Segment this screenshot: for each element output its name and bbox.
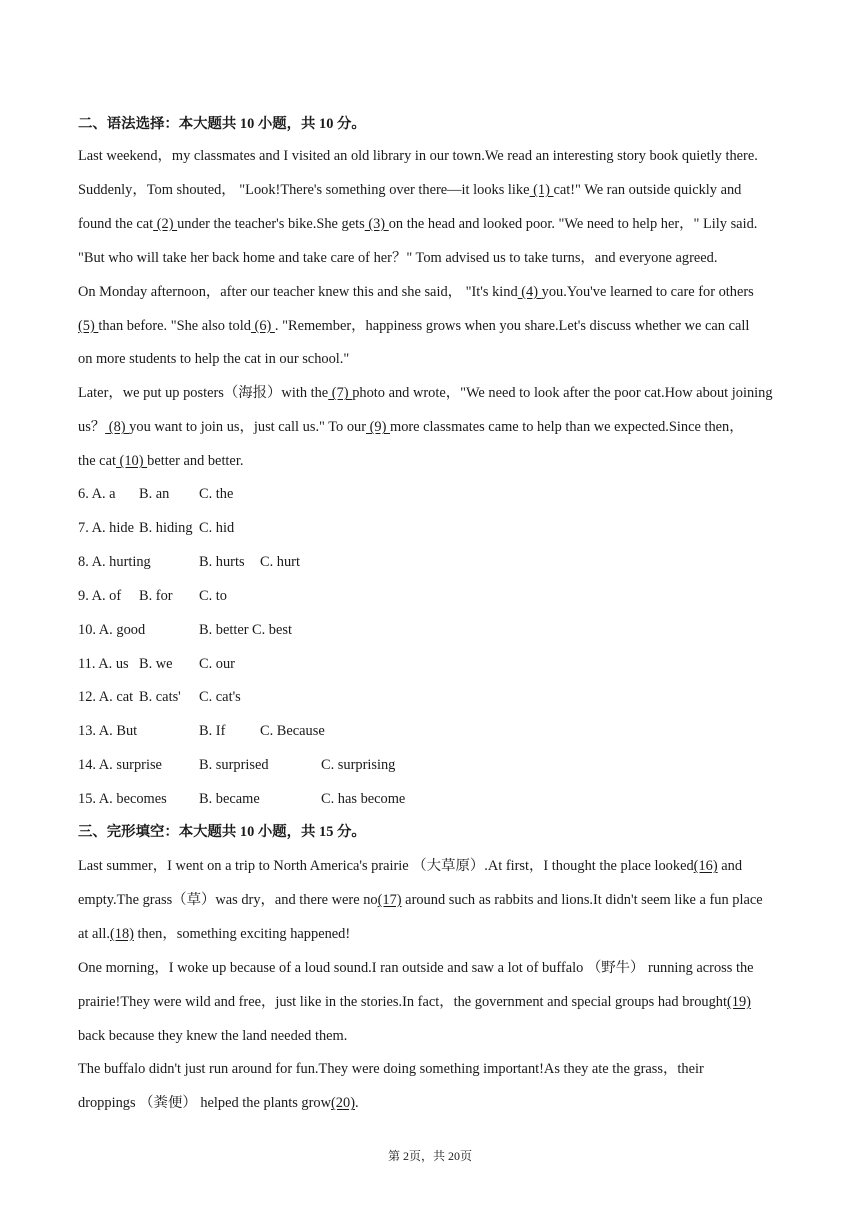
section-3-line bbox=[78, 856, 782, 876]
question-9-option-c: C. to bbox=[199, 587, 227, 604]
question-12-option-a: 12. A. cat bbox=[78, 689, 134, 706]
question-13-option-a: 13. A. But bbox=[78, 723, 138, 740]
section-2-line bbox=[78, 180, 782, 200]
question-15-option-b: B. became bbox=[199, 791, 260, 808]
section-3-line bbox=[78, 890, 782, 910]
question-10-option-a: 10. A. good bbox=[78, 621, 146, 638]
passage-text: you want to join us，just call us." To our bbox=[129, 419, 367, 436]
passage-text: on more students to help the cat in our school." bbox=[78, 351, 350, 368]
question-6-option-a: 6. A. a bbox=[78, 486, 116, 502]
question-12-option-b: B. cats' bbox=[139, 689, 181, 706]
passage-text: empty.The grass（草）was dry，and there were no bbox=[78, 891, 378, 908]
question-15-option-c: C. has become bbox=[321, 791, 406, 808]
question-9-option-a: 9. A. of bbox=[78, 587, 122, 604]
blank-marker: (9) bbox=[366, 419, 390, 436]
section-2-line bbox=[78, 248, 782, 268]
passage-text: and bbox=[717, 858, 743, 874]
passage-text: prairie!They were wild and free，just like in the stories.In fact，the government and special groups had brought bbox=[78, 993, 727, 1010]
passage-text: Later，we put up posters（海报）with the bbox=[78, 385, 329, 402]
blank-marker: (17) bbox=[377, 891, 402, 908]
passage-text: Last weekend，my classmates and I visited an old library in our town.We read an interesting story book quietly there. bbox=[78, 148, 758, 164]
section-3-line bbox=[78, 958, 782, 978]
section-2-line bbox=[78, 316, 782, 336]
section-2-line bbox=[78, 214, 782, 234]
blank-marker: (16) bbox=[693, 858, 718, 874]
question-7-option-a: 7. A. hide bbox=[78, 519, 134, 536]
section-2-heading: 二、语法选择：本大题共 10 小题，共 10 分。 bbox=[78, 116, 366, 132]
blank-marker: (3) bbox=[364, 215, 389, 232]
passage-text: then，something exciting happened! bbox=[133, 925, 351, 942]
section-2-line bbox=[78, 451, 782, 471]
section-2-line bbox=[78, 383, 782, 403]
question-12-option-c: C. cat's bbox=[199, 689, 241, 706]
passage-text: you.You've learned to care for others bbox=[541, 283, 754, 300]
passage-text: back because they knew the land needed them. bbox=[78, 1027, 348, 1044]
question-8-option-b: B. hurts bbox=[199, 553, 245, 570]
question-10-option-c: C. best bbox=[252, 621, 292, 638]
question-14-option-c: C. surprising bbox=[321, 757, 396, 774]
section-2-line bbox=[78, 349, 782, 369]
passage-text: at all. bbox=[78, 925, 110, 942]
passage-text: than before. "She also told bbox=[98, 317, 251, 334]
passage-text: The buffalo didn't just run around for fun.They were doing something important!As they ate the grass，their bbox=[78, 1061, 704, 1078]
passage-text: . bbox=[355, 1095, 359, 1112]
question-6-option-b: B. an bbox=[139, 486, 170, 502]
section-3-line bbox=[78, 1026, 782, 1046]
passage-text: One morning，I woke up because of a loud sound.I ran outside and saw a lot of buffalo （野牛） running across the bbox=[78, 959, 754, 976]
question-8-option-a: 8. A. hurting bbox=[78, 553, 151, 570]
section-3-line bbox=[78, 992, 782, 1012]
passage-text: On Monday afternoon，after our teacher knew this and she said， "It's kind bbox=[78, 283, 518, 300]
section-2-line bbox=[78, 146, 782, 166]
section-3-line bbox=[78, 1059, 782, 1079]
passage-text: on the head and looked poor. "We need to help her，" Lily said. bbox=[388, 215, 758, 232]
question-10-option-b: B. better bbox=[199, 621, 249, 638]
passage-text: around such as rabbits and lions.It didn't seem like a fun place bbox=[401, 891, 763, 908]
question-14-option-a: 14. A. surprise bbox=[78, 757, 162, 774]
section-3-line bbox=[78, 924, 782, 944]
blank-marker: (18) bbox=[109, 925, 134, 942]
passage-text: droppings （粪便） helped the plants grow bbox=[78, 1095, 332, 1112]
blank-marker: (1) bbox=[529, 181, 554, 198]
question-13-option-c: C. Because bbox=[260, 723, 325, 740]
question-7-option-b: B. hiding bbox=[139, 519, 193, 536]
section-2-line bbox=[78, 282, 782, 302]
passage-text: better and better. bbox=[147, 453, 244, 470]
passage-text: . "Remember，happiness grows when you share.Let's discuss whether we can call bbox=[274, 317, 750, 334]
passage-text: us？ bbox=[78, 419, 106, 436]
blank-marker: (10) bbox=[115, 453, 148, 470]
passage-text: Suddenly，Tom shouted， "Look!There's something over there—it looks like bbox=[78, 181, 530, 198]
passage-text: photo and wrote，"We need to look after the poor cat.How about joining bbox=[352, 385, 773, 402]
blank-marker: (6) bbox=[250, 317, 275, 334]
question-15-option-a: 15. A. becomes bbox=[78, 791, 167, 808]
page-footer: 第 2页，共 20页 bbox=[387, 1149, 472, 1163]
blank-marker: (19) bbox=[726, 993, 751, 1010]
blank-marker: (5) bbox=[78, 317, 99, 334]
passage-text: under the teacher's bike.She gets bbox=[177, 215, 365, 232]
question-6-option-c: C. the bbox=[199, 486, 234, 502]
blank-marker: (8) bbox=[105, 419, 130, 436]
question-11-option-a: 11. A. us bbox=[78, 655, 129, 672]
passage-text: Last summer，I went on a trip to North America's prairie （大草原）.At first，I thought the place looked bbox=[78, 858, 694, 874]
blank-marker: (4) bbox=[517, 283, 542, 300]
section-3-heading: 三、完形填空：本大题共 10 小题，共 15 分。 bbox=[78, 824, 366, 840]
passage-text: the cat bbox=[78, 453, 116, 470]
question-7-option-c: C. hid bbox=[199, 519, 235, 536]
question-14-option-b: B. surprised bbox=[199, 757, 269, 774]
section-3-line bbox=[78, 1093, 782, 1113]
section-2-line bbox=[78, 417, 782, 437]
question-11-option-b: B. we bbox=[139, 655, 173, 672]
blank-marker: (7) bbox=[328, 385, 353, 402]
blank-marker: (20) bbox=[331, 1095, 355, 1112]
passage-text: cat!" We ran outside quickly and bbox=[553, 181, 742, 198]
question-13-option-b: B. If bbox=[199, 723, 226, 740]
passage-text: more classmates came to help than we expected.Since then， bbox=[390, 419, 744, 436]
passage-text: found the cat bbox=[78, 215, 154, 232]
blank-marker: (2) bbox=[153, 215, 178, 232]
question-11-option-c: C. our bbox=[199, 655, 235, 672]
question-8-option-c: C. hurt bbox=[260, 553, 300, 570]
passage-text: "But who will take her back home and take care of her？" Tom advised us to take turns，and everyone agreed. bbox=[78, 249, 718, 266]
question-9-option-b: B. for bbox=[139, 587, 173, 604]
